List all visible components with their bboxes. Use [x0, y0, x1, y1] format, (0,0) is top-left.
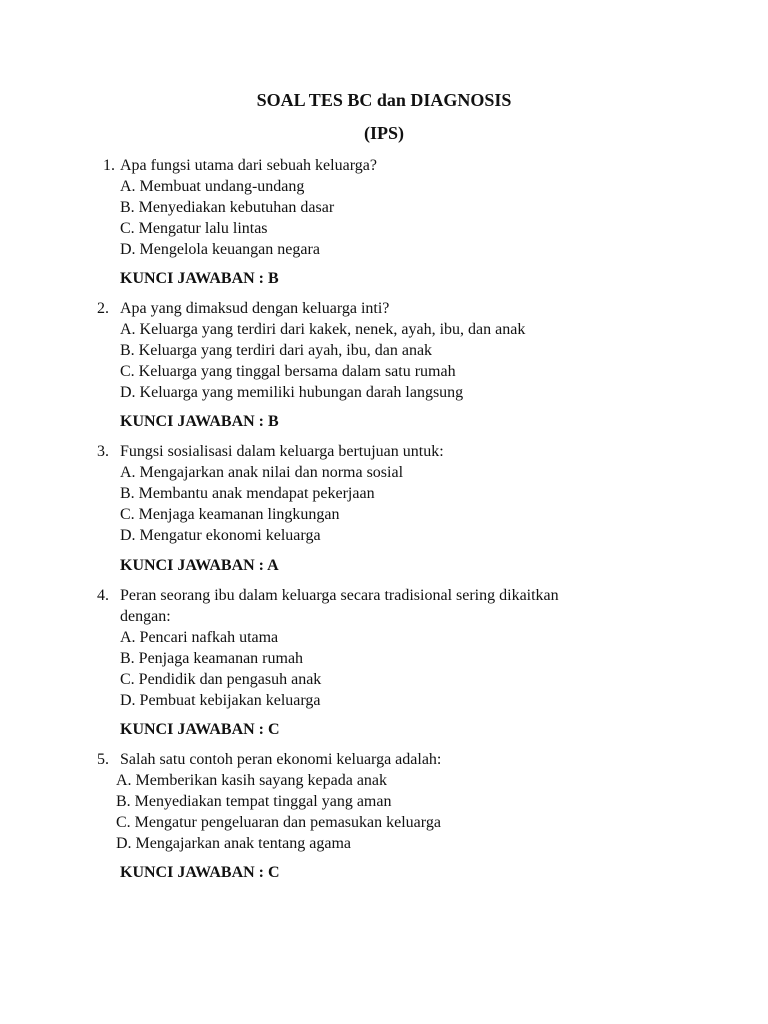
option-b: B. Keluarga yang terdiri dari ayah, ibu, dan anak	[120, 342, 433, 359]
option-d: D. Keluarga yang memiliki hubungan darah langsung	[120, 384, 464, 401]
option-a: A. Pencari nafkah utama	[120, 629, 279, 646]
question-text: Apa fungsi utama dari sebuah keluarga?	[120, 157, 377, 174]
answer-key: KUNCI JAWABAN : C	[120, 864, 280, 881]
answer-key: KUNCI JAWABAN : B	[120, 270, 279, 287]
option-a: A. Keluarga yang terdiri dari kakek, nenek, ayah, ibu, dan anak	[120, 321, 526, 338]
question-number: 1.	[103, 157, 115, 174]
question-text-continued: dengan:	[120, 608, 171, 625]
answer-key: KUNCI JAWABAN : A	[120, 557, 279, 574]
option-a: A. Memberikan kasih sayang kepada anak	[116, 772, 388, 789]
option-d: D. Mengatur ekonomi keluarga	[120, 527, 321, 544]
question-text: Peran seorang ibu dalam keluarga secara tradisional sering dikaitkan	[120, 587, 559, 604]
option-b: B. Menyediakan tempat tinggal yang aman	[116, 793, 392, 810]
question-number: 4.	[97, 587, 109, 604]
question-number: 2.	[97, 300, 109, 317]
option-b: B. Membantu anak mendapat pekerjaan	[120, 485, 375, 502]
option-c: C. Mengatur lalu lintas	[120, 220, 268, 237]
question-number: 3.	[97, 443, 109, 460]
option-b: B. Menyediakan kebutuhan dasar	[120, 199, 335, 216]
option-d: D. Mengajarkan anak tentang agama	[116, 835, 352, 852]
question-text: Salah satu contoh peran ekonomi keluarga adalah:	[120, 751, 442, 768]
option-d: D. Mengelola keuangan negara	[120, 241, 320, 258]
option-a: A. Membuat undang-undang	[120, 178, 305, 195]
option-c: C. Keluarga yang tinggal bersama dalam satu rumah	[120, 363, 456, 380]
answer-key: KUNCI JAWABAN : B	[120, 413, 279, 430]
option-c: C. Pendidik dan pengasuh anak	[120, 671, 322, 688]
option-c: C. Menjaga keamanan lingkungan	[120, 506, 340, 523]
option-c: C. Mengatur pengeluaran dan pemasukan keluarga	[116, 814, 441, 831]
answer-key: KUNCI JAWABAN : C	[120, 721, 280, 738]
question-text: Fungsi sosialisasi dalam keluarga bertujuan untuk:	[120, 443, 444, 460]
question-number: 5.	[97, 751, 109, 768]
option-d: D. Pembuat kebijakan keluarga	[120, 692, 321, 709]
option-a: A. Mengajarkan anak nilai dan norma sosial	[120, 464, 404, 481]
page-subtitle: (IPS)	[364, 123, 404, 143]
option-b: B. Penjaga keamanan rumah	[120, 650, 304, 667]
page-title: SOAL TES BC dan DIAGNOSIS	[256, 90, 512, 110]
question-text: Apa yang dimaksud dengan keluarga inti?	[120, 300, 390, 317]
